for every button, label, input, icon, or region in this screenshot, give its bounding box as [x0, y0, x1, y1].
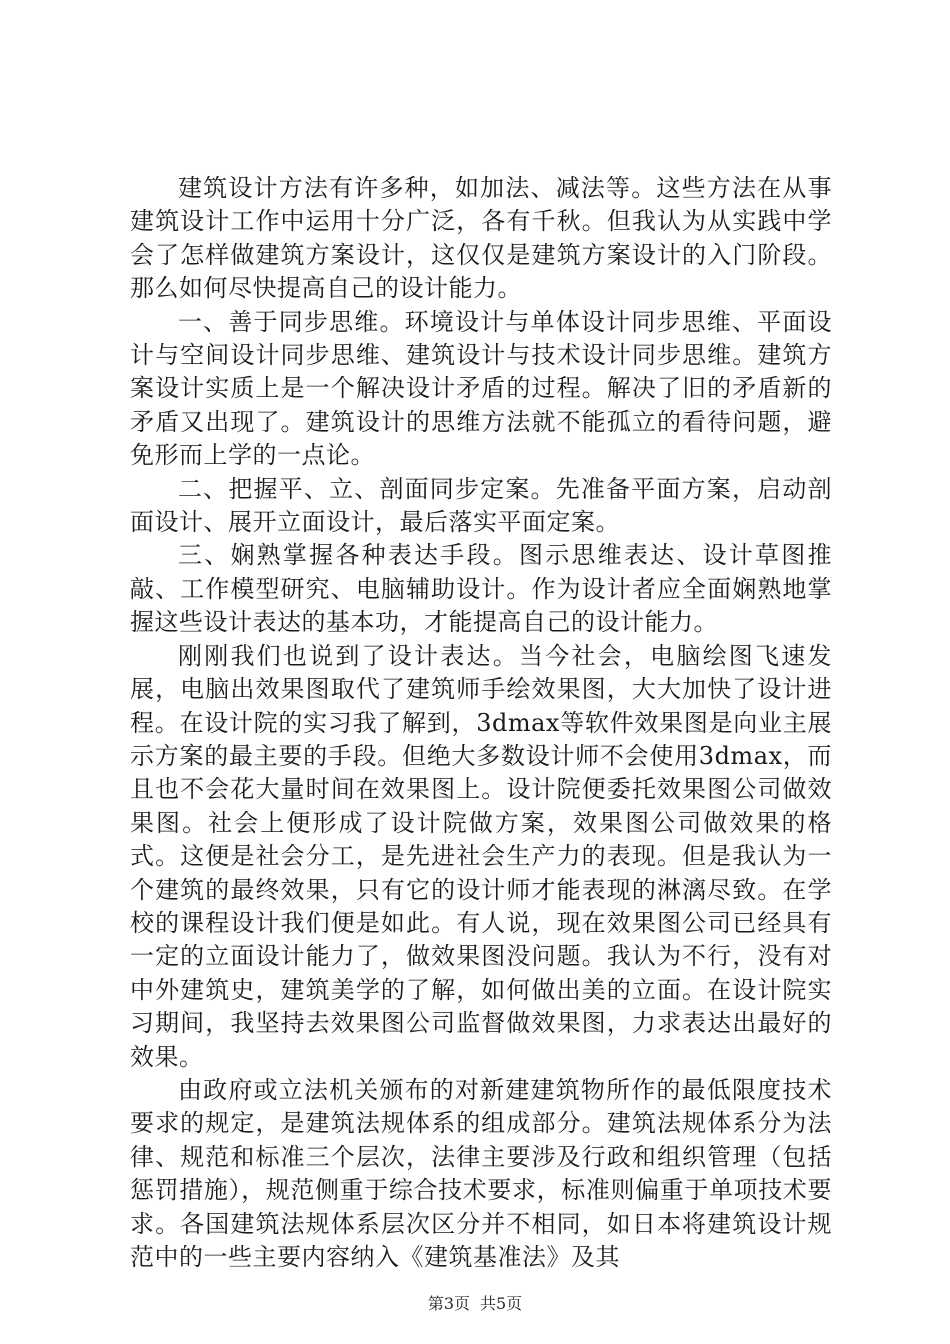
- paragraph-5: 刚刚我们也说到了设计表达。当今社会，电脑绘图飞速发展，电脑出效果图取代了建筑师手绘效果图，大大加快了设计进程。在设计院的实习我了解到，3dmax等软件效果图是向业主展示方案的最主要的手段。但绝大多数设计师不会使用3dmax，而且也不会花大量时间在效果图上。设计院便委托效果图公司做效果图。社会上便形成了设计院做方案，效果图公司做效果的格式。这便是社会分工，是先进社会生产力的表现。但是我认为一个建筑的最终效果，只有它的设计师才能表现的淋漓尽致。在学校的课程设计我们便是如此。有人说，现在效果图公司已经具有一定的立面设计能力了，做效果图没问题。我认为不行，没有对中外建筑史，建筑美学的了解，如何做出美的立面。在设计院实习期间，我坚持去效果图公司监督做效果图，力求表达出最好的效果。: [130, 641, 832, 1071]
- paragraph-6: 由政府或立法机关颁布的对新建建筑物所作的最低限度技术要求的规定，是建筑法规体系的组成部分。建筑法规体系分为法律、规范和标准三个层次，法律主要涉及行政和组织管理（包括惩罚措施），规范侧重于综合技术要求，标准则偏重于单项技术要求。各国建筑法规体系层次区分并不相同，如日本将建筑设计规范中的一些主要内容纳入《建筑基准法》及其: [130, 1075, 832, 1271]
- page-total: 共5页: [480, 1294, 523, 1313]
- page-number: 第3页: [427, 1294, 470, 1313]
- paragraph-4: 三、娴熟掌握各种表达手段。图示思维表达、设计草图推敲、工作模型研究、电脑辅助设计。作为设计者应全面娴熟地掌握这些设计表达的基本功，才能提高自己的设计能力。: [130, 541, 832, 637]
- paragraph-1: 建筑设计方法有许多种，如加法、减法等。这些方法在从事建筑设计工作中运用十分广泛，各有千秋。但我认为从实践中学会了怎样做建筑方案设计，这仅仅是建筑方案设计的入门阶段。那么如何尽快提高自己的设计能力。: [130, 174, 832, 303]
- paragraph-2: 一、善于同步思维。环境设计与单体设计同步思维、平面设计与空间设计同步思维、建筑设计与技术设计同步思维。建筑方案设计实质上是一个解决设计矛盾的过程。解决了旧的矛盾新的矛盾又出现了。建筑设计的思维方法就不能孤立的看待问题，避免形而上学的一点论。: [130, 307, 832, 470]
- paragraph-3: 二、把握平、立、剖面同步定案。先准备平面方案，启动剖面设计、展开立面设计，最后落实平面定案。: [130, 474, 832, 537]
- document-body: [130, 172, 832, 1274]
- page-footer: [0, 1294, 950, 1314]
